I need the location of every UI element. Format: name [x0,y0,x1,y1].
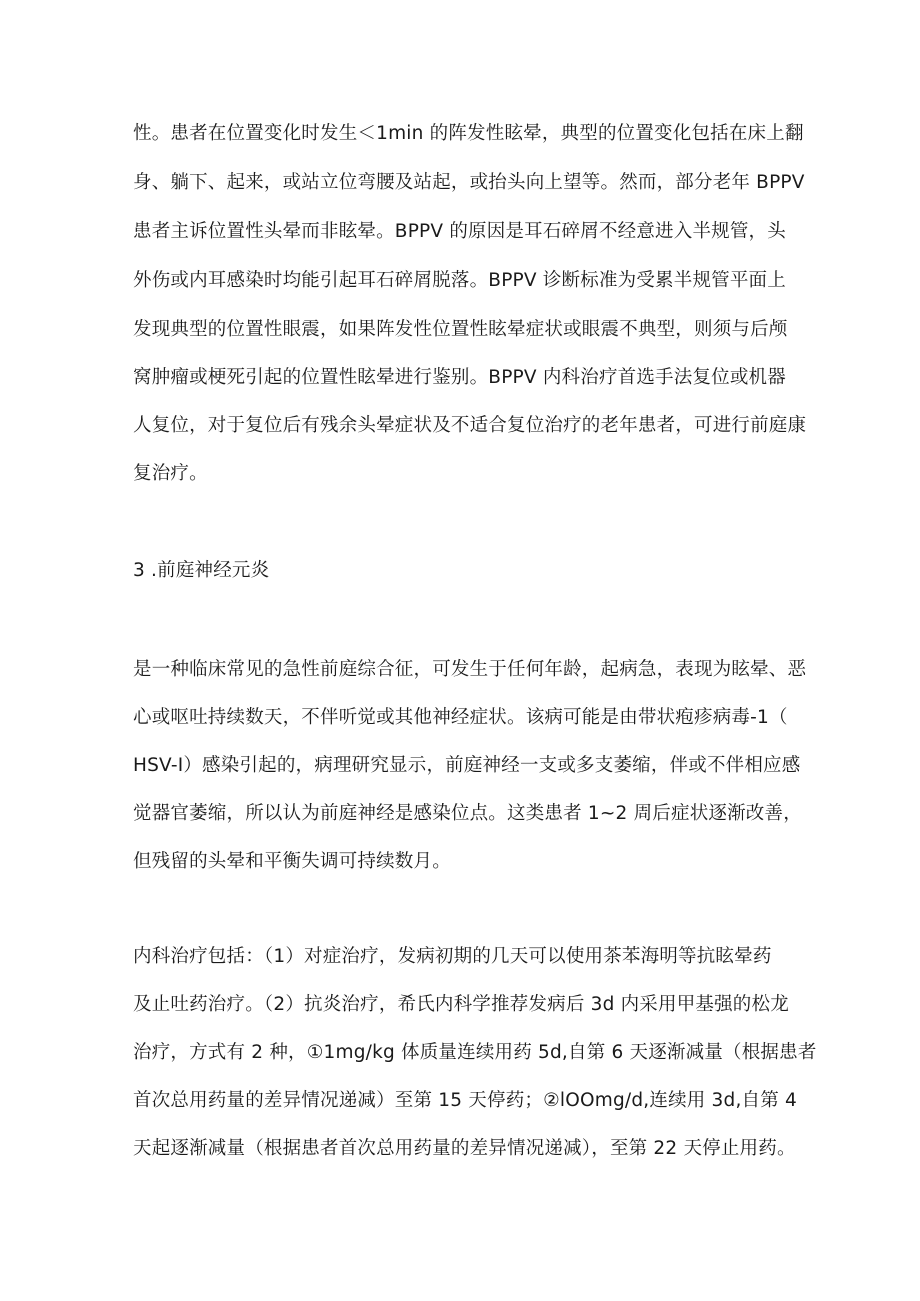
text-line: 人复位，对于复位后有残余头晕症状及不适合复位治疗的老年患者，可进行前庭康 [133,415,807,436]
heading-text: 3 .前庭神经元炎 [133,560,270,581]
text-line: 及止吐药治疗。（2）抗炎治疗，希氏内科学推荐发病后 3d 内采用甲基强的松龙 [133,994,789,1015]
text-line: 患者主诉位置性头晕而非眩晕。BPPV 的原因是耳石碎屑不经意进入半规管，头 [133,221,786,242]
text-line: 觉器官萎缩，所以认为前庭神经是感染位点。这类患者 1~2 周后症状逐渐改善， [133,803,802,824]
text-line: 是一种临床常见的急性前庭综合征，可发生于任何年龄，起病急，表现为眩晕、恶 [133,659,807,680]
text-line: HSV-I）感染引起的，病理研究显示，前庭神经一支或多支萎缩，伴或不伴相应感 [133,755,801,776]
text-line: 首次总用药量的差异情况递减）至第 15 天停药；②lOOmg/d,连续用 3d,自第 4 [133,1090,797,1111]
text-line: 性。患者在位置变化时发生＜1min 的阵发性眩晕，典型的位置变化包括在床上翻 [133,123,804,144]
text-line: 身、躺下、起来，或站立位弯腰及站起，或抬头向上望等。然而，部分老年 BPPV [133,172,805,193]
text-line: 天起逐渐减量（根据患者首次总用药量的差异情况递减），至第 22 天停止用药。 [133,1138,796,1159]
text-line: 窝肿瘤或梗死引起的位置性眩晕进行鉴别。BPPV 内科治疗首选手法复位或机器 [133,367,786,388]
text-line: 但残留的头晕和平衡失调可持续数月。 [133,851,451,872]
text-line: 内科治疗包括：（1）对症治疗，发病初期的几天可以使用茶苯海明等抗眩晕药 [133,946,772,967]
text-line: 复治疗。 [133,463,208,484]
text-line: 心或呕吐持续数天，不伴听觉或其他神经症状。该病可能是由带状疱疹病毒-1（ [133,707,788,728]
text-line: 发现典型的位置性眼震，如果阵发性位置性眩晕症状或眼震不典型，则须与后颅 [133,319,788,340]
text-line: 外伤或内耳感染时均能引起耳石碎屑脱落。BPPV 诊断标准为受累半规管平面上 [133,270,786,291]
text-line: 治疗，方式有 2 种，①1mg/kg 体质量连续用药 5d,自第 6 天逐渐减量（根据患者 [133,1042,817,1063]
